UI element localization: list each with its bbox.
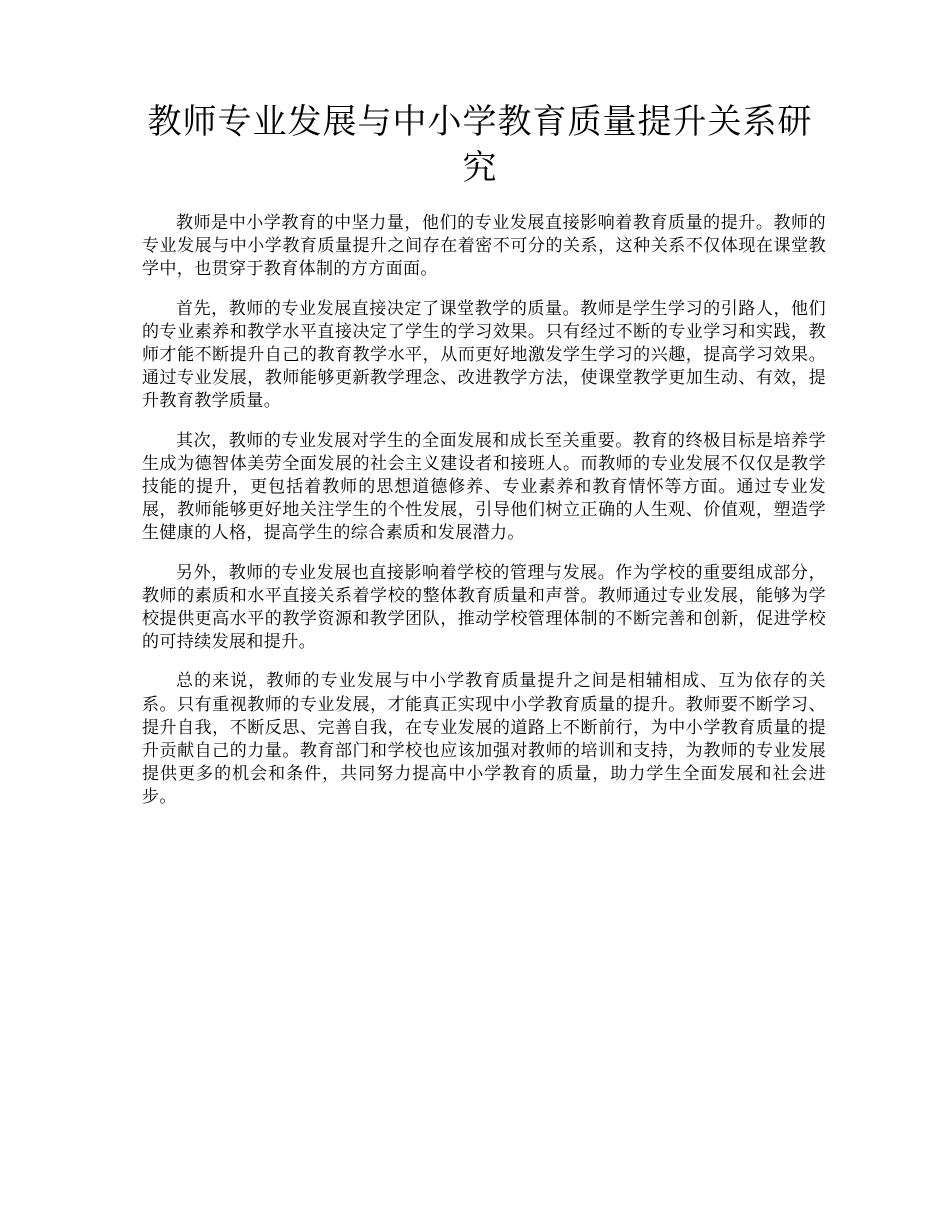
paragraph-conclusion: 总的来说，教师的专业发展与中小学教育质量提升之间是相辅相成、互为依存的关系。只有重视教师的专业发展，才能真正实现中小学教育质量的提升。教师要不断学习、提升自我，不断反思、完善自我，在专业发展的道路上不断前行，为中小学教育质量的提升贡献自己的力量。教育部门和学校也应该加强对教师的培训和支持，为教师的专业发展提供更多的机会和条件，共同努力提高中小学教育的质量，助力学生全面发展和社会进步。 [142,671,826,808]
paragraph-student-development: 其次，教师的专业发展对学生的全面发展和成长至关重要。教育的终极目标是培养学生成为德智体美劳全面发展的社会主义建设者和接班人。而教师的专业发展不仅仅是教学技能的提升，更包括着教师的思想道德修养、专业素养和教育情怀等方面。通过专业发展，教师能够更好地关注学生的个性发展，引导他们树立正确的人生观、价值观，塑造学生健康的人格，提高学生的综合素质和发展潜力。 [142,430,826,544]
document-title: 教师专业发展与中小学教育质量提升关系研究 [147,102,813,188]
paragraph-school-management: 另外，教师的专业发展也直接影响着学校的管理与发展。作为学校的重要组成部分，教师的素质和水平直接关系着学校的整体教育质量和声誉。教师通过专业发展，能够为学校提供更高水平的教学资源和教学团队，推动学校管理体制的不断完善和创新，促进学校的可持续发展和提升。 [142,562,826,653]
paragraph-intro: 教师是中小学教育的中坚力量，他们的专业发展直接影响着教育质量的提升。教师的专业发展与中小学教育质量提升之间存在着密不可分的关系，这种关系不仅体现在课堂教学中，也贯穿于教育体制的方方面面。 [142,213,826,280]
document-body [142,212,826,826]
paragraph-classroom-quality: 首先，教师的专业发展直接决定了课堂教学的质量。教师是学生学习的引路人，他们的专业素养和教学水平直接决定了学生的学习效果。只有经过不断的专业学习和实践，教师才能不断提升自己的教育教学水平，从而更好地激发学生学习的兴趣，提高学习效果。通过专业发展，教师能够更新教学理念、改进教学方法，使课堂教学更加生动、有效，提升教育教学质量。 [142,298,826,412]
